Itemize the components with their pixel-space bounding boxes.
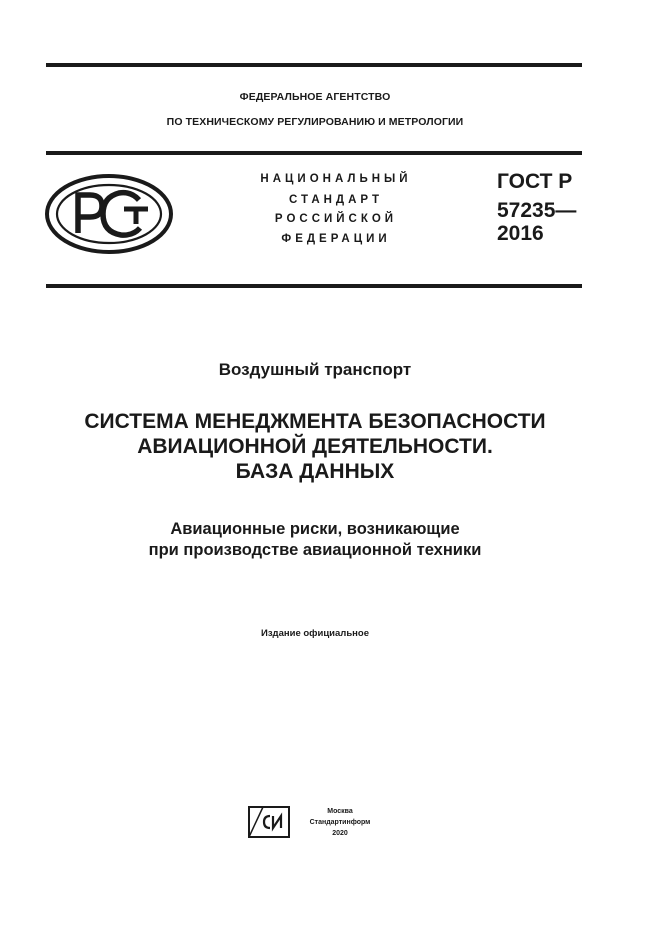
subtitle <box>0 519 630 561</box>
main-title <box>0 409 630 484</box>
subtitle-line-1: Авиационные риски, возникающие <box>170 520 460 538</box>
gost-line-1: ГОСТ Р <box>497 170 573 193</box>
publisher-block <box>300 806 380 839</box>
agency-line-2: ПО ТЕХНИЧЕСКОМУ РЕГУЛИРОВАНИЮ И МЕТРОЛОГИИ <box>166 116 464 128</box>
publisher-year: 2020 <box>332 830 348 837</box>
publisher-city: Москва <box>327 808 353 815</box>
publisher-name: Стандартинформ <box>309 819 371 826</box>
agency-line-1: ФЕДЕРАЛЬНОЕ АГЕНТСТВО <box>239 91 391 103</box>
edition-label: Издание официальное <box>261 628 369 639</box>
national-line-3: РОССИЙСКОЙ <box>274 213 398 225</box>
top-rule <box>46 63 582 67</box>
national-line-4: ФЕДЕРАЦИИ <box>281 233 391 245</box>
subtitle-line-2: при производстве авиационной техники <box>148 541 482 559</box>
subject-heading: Воздушный транспорт <box>218 360 412 379</box>
main-title-line-1: СИСТЕМА МЕНЕДЖМЕНТА БЕЗОПАСНОСТИ <box>84 410 546 433</box>
national-line-2: СТАНДАРТ <box>289 194 383 206</box>
separator-rule <box>46 284 582 288</box>
gost-line-3: 2016 <box>497 222 544 245</box>
gost-designation <box>497 170 576 245</box>
main-title-line-3: БАЗА ДАННЫХ <box>235 460 395 483</box>
standartinform-logo-icon <box>248 806 290 838</box>
gost-line-2: 57235— <box>497 199 577 222</box>
rst-logo-icon <box>44 173 174 255</box>
header-rule <box>46 151 582 155</box>
main-title-line-2: АВИАЦИОННОЙ ДЕЯТЕЛЬНОСТИ. <box>137 435 493 458</box>
national-line-1: НАЦИОНАЛЬНЫЙ <box>260 173 412 185</box>
